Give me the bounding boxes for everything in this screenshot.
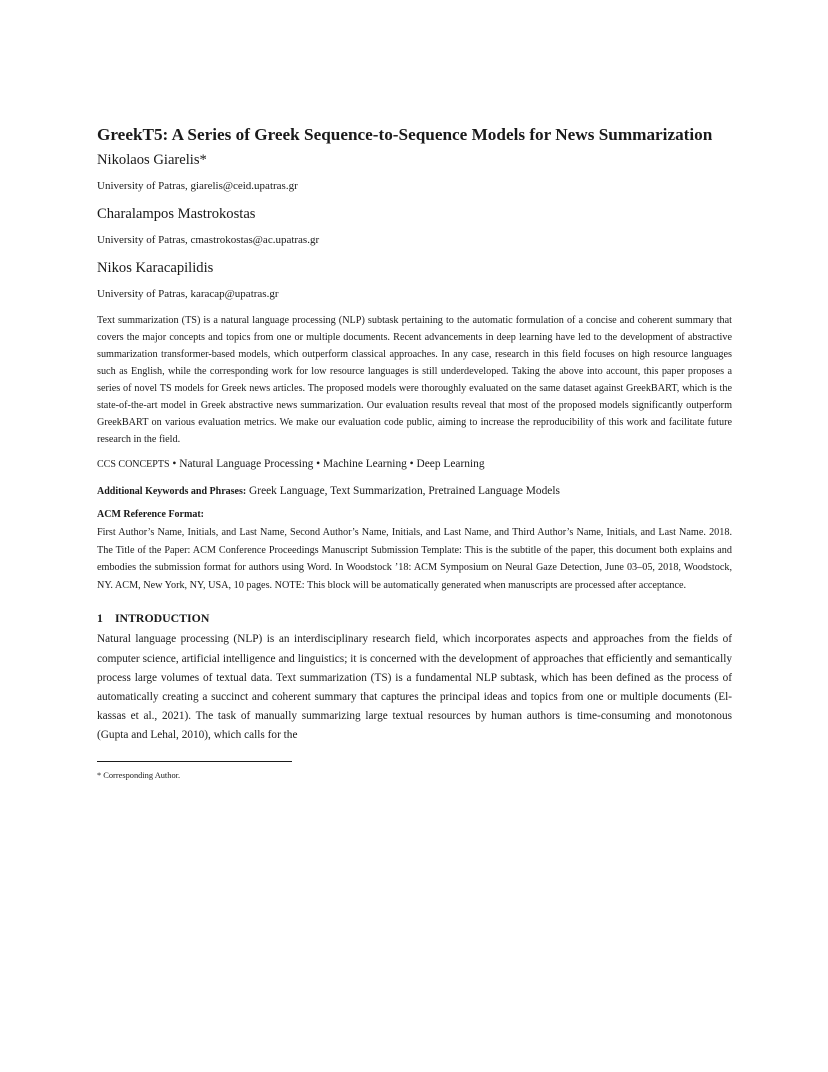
footnote-divider [97,761,292,762]
ccs-concepts-text: • Natural Language Processing • Machine Learning • Deep Learning [172,458,485,470]
ccs-concepts [97,457,732,472]
abstract: Text summarization (TS) is a natural language processing (NLP) subtask pertaining to the automatic formulation of a concise and coherent summary that covers the major concepts and topics from one or multiple documents. Recent advancements in deep learning have led to the development of abstractive summarization transformer-based models, which outperform classical approaches. In any case, research in this field focuses on high resource languages such as English, while the corresponding work for low resource languages is still underdeveloped. Taking the above into account, this paper proposes a series of novel TS models for Greek news articles. The proposed models were thoroughly evaluated on the same dataset against GreekBART, which is the state-of-the-art model in Greek abstractive news summarization. Our evaluation results reveal that most of the proposed models significantly outperform GreekBART on various evaluation metrics. We make our evaluation code public, aiming to increase the reproducibility of this work and facilitate future research in the field. [97,315,732,445]
section-heading-introduction [97,611,732,626]
paper-page [97,124,732,781]
author-name: Nikos Karacapilidis [97,260,214,276]
section-title: INTRODUCTION [114,611,210,626]
author-name: Charalampos Mastrokostas [97,206,256,222]
keywords-text: Greek Language, Text Summarization, Pretrained Language Models [249,485,560,497]
keywords-label: Additional Keywords and Phrases: [97,486,247,497]
keywords [97,484,732,499]
acm-reference-text: First Author’s Name, Initials, and Last Name, Second Author’s Name, Initials, and Last Name, and Third Author’s Name, Initials, and Last Name. 2018. The Title of the Paper: ACM Conference Proceedings Manuscript Submission Template: This is the subtitle of the paper, this document both explains and embodies the submission format for authors using Word. In Woodstock ’18: ACM Symposium on Neural Gaze Detection, June 03–05, 2018, Woodstock, NY. ACM, New York, NY, USA, 10 pages. NOTE: This block will be automatically generated when manuscripts are processed after acceptance. [97,527,732,591]
acm-reference-heading: ACM Reference Format: [97,509,204,520]
author-affiliation: University of Patras, karacap@upatras.gr [97,288,279,300]
section-number: 1 [97,611,103,626]
author-block-2 [97,204,732,247]
author-name: Nikolaos Giarelis* [97,152,207,168]
author-affiliation: University of Patras, giarelis@ceid.upatras.gr [97,180,298,192]
introduction-paragraph: Natural language processing (NLP) is an interdisciplinary research field, which incorporates aspects and approaches from the fields of computer science, artificial intelligence and linguistics; it is concerned with the development of approaches that efficiently and semantically process large volumes of textual data. Text summarization (TS) is a fundamental NLP subtask, which has been defined as the process of automatically creating a succinct and coherent summary that captures the principal ideas and topics from one or multiple documents (El-kassas et al., 2021). The task of manually summarizing large textual resources by human authors is time-consuming and monotonous (Gupta and Lehal, 2010), which calls for the [97,633,732,742]
footnote: * Corresponding Author. [97,770,181,780]
author-affiliation: University of Patras, cmastrokostas@ac.upatras.gr [97,234,320,246]
author-block-1 [97,150,732,193]
ccs-concepts-label: CCS CONCEPTS [97,459,170,470]
author-block-3 [97,258,732,301]
paper-title: GreekT5: A Series of Greek Sequence-to-Sequence Models for News Summarization [97,125,713,144]
